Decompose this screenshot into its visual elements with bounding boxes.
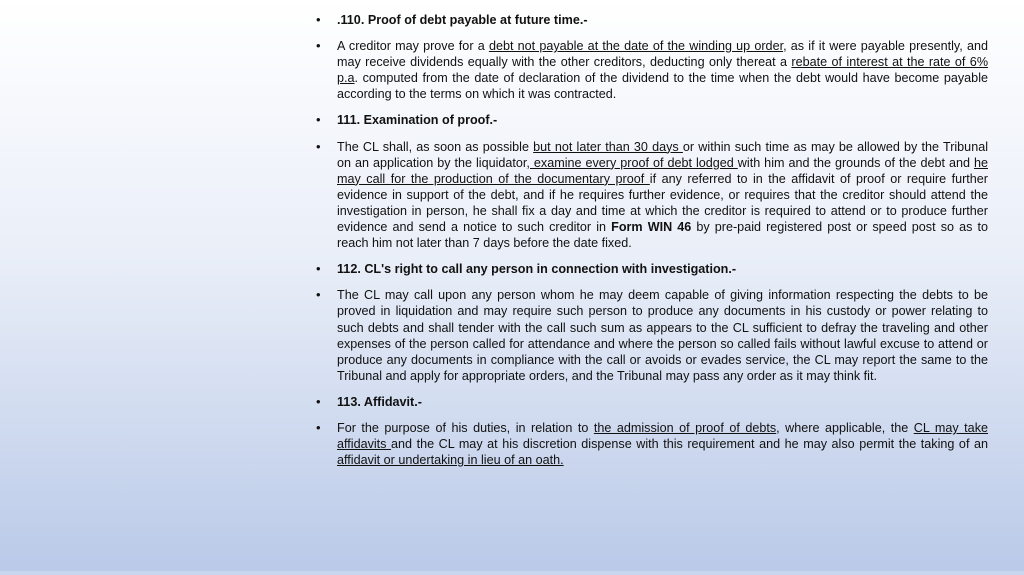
section-111-heading: • 111. Examination of proof.- [316,112,498,128]
bullet-icon: • [316,138,321,154]
section-112-heading: • 112. CL's right to call any person in connection with investigation.- [316,261,737,277]
slide-content [314,12,988,478]
bullet-icon: • [316,12,321,27]
bullet-icon: • [316,393,321,409]
bullet-icon: • [316,112,321,128]
section-111-body: • The CL shall, as soon as possible but not later than 30 days or within such time as may be allowed by the Tribunal on an application by the liquidator, examine every proof of debt lodged with him and the grounds of the debt and he may call for the production of the documentary proof if any referred to in the affidavit of proof or require further evidence in support of the debt, and if he requires further evidence, or requires that the creditor should attend the investigation in person, he shall fix a day and time at which the creditor is required to attend or to produce further evidence and send a notice to such creditor in Form WIN 46 by pre-paid registered post or speed post so as to reach him not later than 7 days before the date fixed. [316,138,988,251]
section-110-body: • A creditor may prove for a debt not payable at the date of the winding up order, as if it were payable presently, and may receive dividends equally with the other creditors, deducting only thereat a rebate of interest at the rate of 6% p.a. computed from the date of declaration of the dividend to the time when the debt would have become payable according to the terms on which it was contracted. [316,38,989,102]
bullet-icon: • [316,287,321,303]
section-113-heading: • 113. Affidavit.- [316,393,422,409]
section-110-heading: • .110. Proof of debt payable at future time.- [316,12,588,27]
section-113-body: • For the purpose of his duties, in relation to the admission of proof of debts, where applicable, the CL may take affidavits and the CL may at his discretion dispense with this requirement and he may also permit the taking of an affidavit or undertaking in lieu of an oath. [316,419,988,468]
bullet-icon: • [316,38,321,54]
section-112-body: • The CL may call upon any person whom he may deem capable of giving information respecting the debts to be proved in liquidation and may require such person to produce any documents in his custody or power relating to such debts and shall tender with the call such sum as appears to the CL sufficient to defray the traveling and other expenses of the person called for attendance and where the person so called fails without lawful excuse to attend or produce any documents in compliance with the call or avoids or evades service, the CL may report the same to the Tribunal and apply for appropriate orders, and the Tribunal may pass any order as it may think fit. [316,287,988,383]
bullet-icon: • [316,261,321,277]
bullet-icon: • [316,419,321,435]
slide-bottom-bar [0,571,1024,575]
